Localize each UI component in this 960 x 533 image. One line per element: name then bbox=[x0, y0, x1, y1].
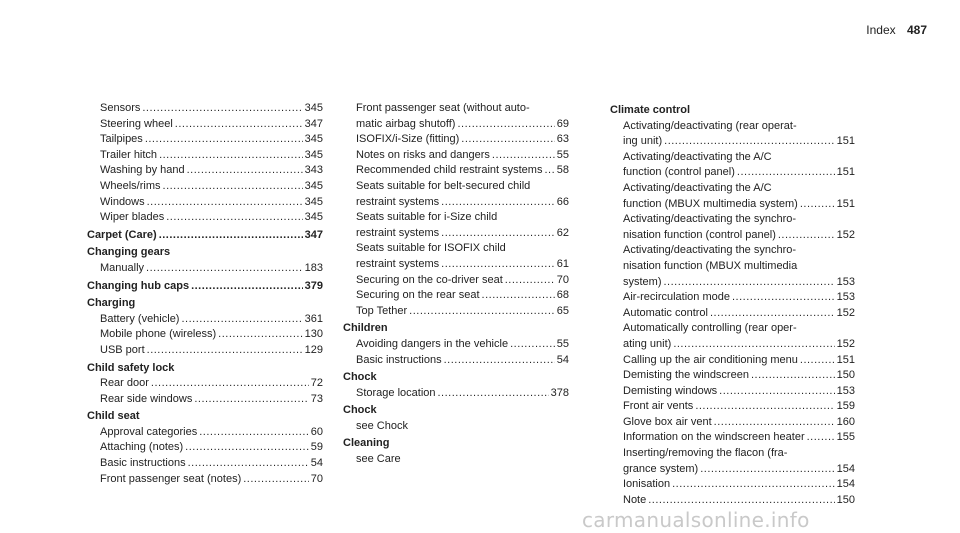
index-heading[interactable] bbox=[87, 279, 323, 295]
dot-leader bbox=[441, 195, 555, 211]
page-reference[interactable]: 54 bbox=[310, 457, 323, 470]
index-entry[interactable] bbox=[343, 273, 569, 289]
dot-leader bbox=[163, 179, 303, 195]
dot-leader bbox=[145, 132, 303, 148]
page-reference[interactable]: 54 bbox=[556, 353, 569, 366]
dot-leader bbox=[218, 327, 302, 343]
entry-text: Air-recirculation mode bbox=[623, 291, 730, 304]
entry-text: Securing on the rear seat bbox=[356, 289, 480, 302]
entry-text: Demisting windows bbox=[623, 384, 718, 397]
entry-text: ing unit) bbox=[623, 135, 663, 148]
dot-leader bbox=[492, 148, 555, 164]
entry-text: function (MBUX multimedia system) bbox=[623, 197, 798, 210]
index-entry[interactable] bbox=[610, 477, 855, 493]
entry-text: Seats suitable for i-Size child bbox=[356, 211, 498, 224]
index-heading bbox=[343, 436, 569, 452]
entry-text: Wiper blades bbox=[100, 211, 165, 224]
page-reference[interactable]: 150 bbox=[836, 369, 855, 382]
header-label: Index bbox=[866, 23, 896, 37]
page-reference[interactable]: 153 bbox=[836, 384, 855, 397]
dot-leader bbox=[800, 197, 835, 213]
dot-leader bbox=[719, 384, 834, 400]
entry-text: restraint systems bbox=[356, 226, 440, 239]
entry-text: nisation function (MBUX multimedia bbox=[623, 259, 798, 272]
dot-leader bbox=[807, 430, 835, 446]
dot-leader bbox=[714, 415, 835, 431]
entry-text: Charging bbox=[87, 297, 136, 310]
entry-text: Information on the windscreen heater bbox=[623, 431, 805, 444]
page-reference[interactable]: 59 bbox=[310, 441, 323, 454]
dot-leader bbox=[151, 376, 309, 392]
page-header bbox=[866, 23, 927, 37]
entry-text: Seats suitable for ISOFIX child bbox=[356, 242, 506, 255]
page-reference[interactable]: 155 bbox=[836, 431, 855, 444]
page-reference[interactable]: 68 bbox=[556, 289, 569, 302]
entry-text: Notes on risks and dangers bbox=[356, 148, 490, 161]
entry-text: Note bbox=[623, 493, 647, 506]
dot-leader bbox=[191, 279, 303, 295]
index-entry bbox=[610, 243, 855, 259]
page-reference[interactable]: 379 bbox=[304, 279, 323, 292]
page-reference[interactable]: 69 bbox=[556, 117, 569, 130]
index-entry bbox=[610, 446, 855, 462]
page-reference[interactable]: 61 bbox=[556, 257, 569, 270]
page-reference[interactable]: 55 bbox=[556, 337, 569, 350]
page-reference[interactable]: 151 bbox=[836, 353, 855, 366]
dot-leader bbox=[461, 132, 554, 148]
entry-text: Securing on the co-driver seat bbox=[356, 273, 503, 286]
index-entry bbox=[610, 119, 855, 135]
entry-text: grance system) bbox=[623, 462, 699, 475]
entry-text: Child safety lock bbox=[87, 361, 175, 374]
entry-text: Activating/deactivating the synchro- bbox=[623, 213, 797, 226]
page-reference[interactable]: 150 bbox=[836, 493, 855, 506]
page-reference[interactable]: 345 bbox=[304, 148, 323, 161]
index-entry[interactable] bbox=[610, 399, 855, 415]
page-reference[interactable]: 63 bbox=[556, 133, 569, 146]
index-entry[interactable] bbox=[610, 290, 855, 306]
index-entry[interactable] bbox=[343, 148, 569, 164]
index-entry[interactable] bbox=[87, 195, 323, 211]
index-heading bbox=[610, 103, 855, 119]
index-heading[interactable] bbox=[87, 228, 323, 244]
page-reference[interactable]: 361 bbox=[304, 312, 323, 325]
index-entry[interactable] bbox=[610, 134, 855, 150]
dot-leader bbox=[710, 306, 835, 322]
page-reference[interactable]: 152 bbox=[836, 337, 855, 350]
page-reference[interactable]: 345 bbox=[304, 102, 323, 114]
dot-leader bbox=[544, 163, 554, 179]
dot-leader bbox=[199, 425, 309, 441]
index-entry[interactable] bbox=[87, 132, 323, 148]
index-entry[interactable] bbox=[87, 148, 323, 164]
dot-leader bbox=[751, 368, 835, 384]
index-entry[interactable] bbox=[610, 415, 855, 431]
index-entry[interactable] bbox=[343, 132, 569, 148]
entry-text: ating unit) bbox=[623, 337, 672, 350]
index-column-2 bbox=[343, 101, 569, 468]
page-reference[interactable]: 152 bbox=[836, 306, 855, 319]
index-entry bbox=[610, 150, 855, 166]
dot-leader bbox=[185, 440, 309, 456]
page-reference[interactable]: 345 bbox=[304, 211, 323, 224]
entry-text: Demisting the windscreen bbox=[623, 369, 749, 382]
dot-leader bbox=[457, 117, 554, 133]
dot-leader bbox=[181, 312, 302, 328]
entry-text: Attaching (notes) bbox=[100, 441, 184, 454]
page-reference[interactable]: 55 bbox=[556, 148, 569, 161]
index-entry[interactable] bbox=[610, 165, 855, 181]
index-heading bbox=[87, 245, 323, 261]
page-reference[interactable]: 345 bbox=[304, 179, 323, 192]
entry-text: restraint systems bbox=[356, 195, 440, 208]
dot-leader bbox=[672, 477, 835, 493]
entry-text: Top Tether bbox=[356, 304, 408, 317]
page-reference[interactable]: 154 bbox=[836, 462, 855, 475]
index-entry[interactable] bbox=[87, 343, 323, 359]
entry-text: Chock bbox=[343, 404, 377, 417]
entry-text: Steering wheel bbox=[100, 117, 173, 130]
index-entry[interactable] bbox=[343, 195, 569, 211]
page-reference[interactable]: 70 bbox=[556, 273, 569, 286]
index-entry[interactable] bbox=[610, 384, 855, 400]
page-reference[interactable]: 160 bbox=[836, 415, 855, 428]
page-reference[interactable]: 153 bbox=[836, 275, 855, 288]
entry-text: USB port bbox=[100, 343, 145, 356]
page-reference[interactable]: 159 bbox=[836, 400, 855, 413]
page-reference[interactable]: 65 bbox=[556, 304, 569, 317]
page-reference[interactable]: 62 bbox=[556, 226, 569, 239]
index-entry bbox=[343, 179, 569, 195]
index-entry[interactable] bbox=[87, 312, 323, 328]
index-entry[interactable] bbox=[610, 462, 855, 478]
entry-text: restraint systems bbox=[356, 257, 440, 270]
index-entry[interactable] bbox=[343, 226, 569, 242]
index-entry[interactable] bbox=[610, 337, 855, 353]
dot-leader bbox=[194, 392, 308, 408]
index-entry[interactable] bbox=[87, 117, 323, 133]
entry-text: Changing gears bbox=[87, 246, 171, 259]
index-heading bbox=[87, 361, 323, 377]
index-entry[interactable] bbox=[610, 228, 855, 244]
entry-text: Automatically controlling (rear oper- bbox=[623, 322, 797, 335]
index-entry[interactable] bbox=[87, 456, 323, 472]
entry-text: Trailer hitch bbox=[100, 148, 158, 161]
index-entry[interactable] bbox=[610, 275, 855, 291]
entry-text: Ionisation bbox=[623, 478, 671, 491]
index-entry bbox=[610, 259, 855, 275]
entry-text: ISOFIX/i-Size (fitting) bbox=[356, 133, 460, 146]
index-heading bbox=[87, 409, 323, 425]
entry-text: Children bbox=[343, 322, 388, 335]
dot-leader bbox=[146, 261, 303, 277]
dot-leader bbox=[700, 462, 834, 478]
index-entry[interactable] bbox=[87, 425, 323, 441]
dot-leader bbox=[142, 101, 302, 117]
index-entry[interactable] bbox=[343, 163, 569, 179]
index-entry bbox=[343, 419, 569, 435]
page-reference[interactable]: 70 bbox=[310, 472, 323, 485]
dot-leader bbox=[166, 210, 302, 226]
page-reference[interactable]: 130 bbox=[304, 328, 323, 341]
page-reference[interactable]: 66 bbox=[556, 195, 569, 208]
dot-leader bbox=[438, 386, 549, 402]
entry-text: Activating/deactivating the A/C bbox=[623, 181, 772, 194]
entry-text: Basic instructions bbox=[100, 457, 186, 470]
index-entry[interactable] bbox=[610, 493, 855, 509]
index-entry[interactable] bbox=[87, 392, 323, 408]
page-reference[interactable]: 151 bbox=[836, 166, 855, 179]
page-reference[interactable]: 154 bbox=[836, 478, 855, 491]
index-entry[interactable] bbox=[343, 257, 569, 273]
entry-text: Climate control bbox=[610, 104, 691, 116]
page-reference[interactable]: 183 bbox=[304, 261, 323, 274]
entry-text: Wheels/rims bbox=[100, 179, 161, 192]
index-entry[interactable] bbox=[343, 353, 569, 369]
entry-text: Seats suitable for belt-secured child bbox=[356, 179, 531, 192]
index-heading bbox=[87, 296, 323, 312]
watermark-logo: carmanualsonline.info bbox=[582, 508, 810, 532]
entry-text: Cleaning bbox=[343, 437, 390, 450]
page-reference[interactable]: 345 bbox=[304, 133, 323, 146]
entry-text: Front air vents bbox=[623, 400, 694, 413]
index-entry[interactable] bbox=[87, 101, 323, 117]
page-reference[interactable]: 347 bbox=[304, 117, 323, 130]
entry-text: Automatic control bbox=[623, 306, 708, 319]
dot-leader bbox=[673, 337, 834, 353]
index-entry[interactable] bbox=[610, 197, 855, 213]
index-heading bbox=[343, 403, 569, 419]
page-reference[interactable]: 378 bbox=[550, 386, 569, 399]
entry-text: Rear door bbox=[100, 377, 149, 390]
entry-text: Mobile phone (wireless) bbox=[100, 328, 217, 341]
index-entry[interactable] bbox=[343, 304, 569, 320]
entry-text: Approval categories bbox=[100, 425, 198, 438]
index-entry bbox=[343, 241, 569, 257]
index-entry bbox=[343, 101, 569, 117]
index-entry[interactable] bbox=[87, 440, 323, 456]
page-reference[interactable]: 73 bbox=[310, 392, 323, 405]
dot-leader bbox=[664, 134, 835, 150]
entry-text: Sensors bbox=[100, 102, 141, 114]
page-reference[interactable]: 343 bbox=[304, 164, 323, 177]
index-entry bbox=[610, 181, 855, 197]
index-entry[interactable] bbox=[87, 472, 323, 488]
dot-leader bbox=[188, 456, 309, 472]
dot-leader bbox=[159, 228, 303, 244]
index-entry[interactable] bbox=[343, 117, 569, 133]
entry-text: Manually bbox=[100, 261, 145, 274]
entry-text: Calling up the air conditioning menu bbox=[623, 353, 798, 366]
entry-text: function (control panel) bbox=[623, 166, 735, 179]
dot-leader bbox=[444, 353, 555, 369]
index-heading bbox=[343, 321, 569, 337]
dot-leader bbox=[159, 148, 303, 164]
index-entry[interactable] bbox=[343, 337, 569, 353]
page-reference[interactable]: 60 bbox=[310, 425, 323, 438]
page-reference[interactable]: 129 bbox=[304, 343, 323, 356]
dot-leader bbox=[737, 165, 835, 181]
dot-leader bbox=[441, 226, 555, 242]
entry-text: Tailpipes bbox=[100, 133, 143, 146]
entry-text: Chock bbox=[343, 371, 377, 384]
dot-leader bbox=[505, 273, 555, 289]
dot-leader bbox=[732, 290, 835, 306]
entry-text: Inserting/removing the flacon (fra- bbox=[623, 447, 788, 460]
index-column-3 bbox=[610, 101, 855, 508]
entry-text: Washing by hand bbox=[100, 164, 185, 177]
index-entry[interactable] bbox=[87, 376, 323, 392]
page-reference[interactable]: 58 bbox=[556, 164, 569, 177]
index-entry bbox=[343, 210, 569, 226]
index-entry[interactable] bbox=[343, 386, 569, 402]
dot-leader bbox=[409, 304, 555, 320]
page-reference[interactable]: 72 bbox=[310, 377, 323, 390]
entry-text: Battery (vehicle) bbox=[100, 312, 180, 325]
index-heading bbox=[343, 370, 569, 386]
entry-text: matic airbag shutoff) bbox=[356, 117, 456, 130]
dot-leader bbox=[243, 472, 309, 488]
entry-text: Storage location bbox=[356, 386, 436, 399]
dot-leader bbox=[648, 493, 834, 509]
entry-text: system) bbox=[623, 275, 662, 288]
dot-leader bbox=[800, 353, 835, 369]
index-entry bbox=[343, 452, 569, 468]
index-entry[interactable] bbox=[610, 368, 855, 384]
entry-text: Activating/deactivating the A/C bbox=[623, 150, 772, 163]
dot-leader bbox=[441, 257, 555, 273]
index-entry[interactable] bbox=[610, 306, 855, 322]
page-reference[interactable]: 152 bbox=[836, 228, 855, 241]
index-entry[interactable] bbox=[87, 179, 323, 195]
page-number: 487 bbox=[906, 23, 927, 37]
entry-text: Activating/deactivating (rear operat- bbox=[623, 119, 797, 132]
index-entry[interactable] bbox=[610, 430, 855, 446]
page-reference[interactable]: 345 bbox=[304, 195, 323, 208]
dot-leader bbox=[664, 275, 835, 291]
index-entry bbox=[610, 212, 855, 228]
entry-text: Changing hub caps bbox=[87, 279, 190, 292]
page-reference[interactable]: 151 bbox=[836, 135, 855, 148]
index-entry bbox=[610, 321, 855, 337]
index-entry[interactable] bbox=[87, 327, 323, 343]
entry-text: see Care bbox=[356, 453, 401, 466]
dot-leader bbox=[147, 195, 303, 211]
dot-leader bbox=[175, 117, 303, 133]
entry-text: Carpet (Care) bbox=[87, 228, 157, 241]
entry-text: Front passenger seat (without auto- bbox=[356, 102, 530, 114]
index-entry[interactable] bbox=[610, 353, 855, 369]
entry-text: Windows bbox=[100, 195, 145, 208]
entry-text: nisation function (control panel) bbox=[623, 228, 776, 241]
entry-text: Glove box air vent bbox=[623, 415, 712, 428]
entry-text: Avoiding dangers in the vehicle bbox=[356, 337, 509, 350]
page-reference[interactable]: 347 bbox=[304, 228, 323, 241]
entry-text: see Chock bbox=[356, 419, 408, 432]
page-reference[interactable]: 151 bbox=[836, 197, 855, 210]
entry-text: Recommended child restraint systems bbox=[356, 164, 543, 177]
index-entry[interactable] bbox=[87, 163, 323, 179]
entry-text: Basic instructions bbox=[356, 353, 442, 366]
page-reference[interactable]: 153 bbox=[836, 291, 855, 304]
entry-text: Activating/deactivating the synchro- bbox=[623, 244, 797, 257]
dot-leader bbox=[187, 163, 303, 179]
dot-leader bbox=[147, 343, 303, 359]
index-column-1 bbox=[87, 101, 323, 487]
dot-leader bbox=[482, 288, 555, 304]
index-entry[interactable] bbox=[87, 210, 323, 226]
index-entry[interactable] bbox=[343, 288, 569, 304]
entry-text: Child seat bbox=[87, 410, 140, 423]
entry-text: Rear side windows bbox=[100, 392, 193, 405]
index-entry[interactable] bbox=[87, 261, 323, 277]
dot-leader bbox=[778, 228, 835, 244]
dot-leader bbox=[695, 399, 834, 415]
entry-text: Front passenger seat (notes) bbox=[100, 472, 242, 485]
dot-leader bbox=[510, 337, 555, 353]
